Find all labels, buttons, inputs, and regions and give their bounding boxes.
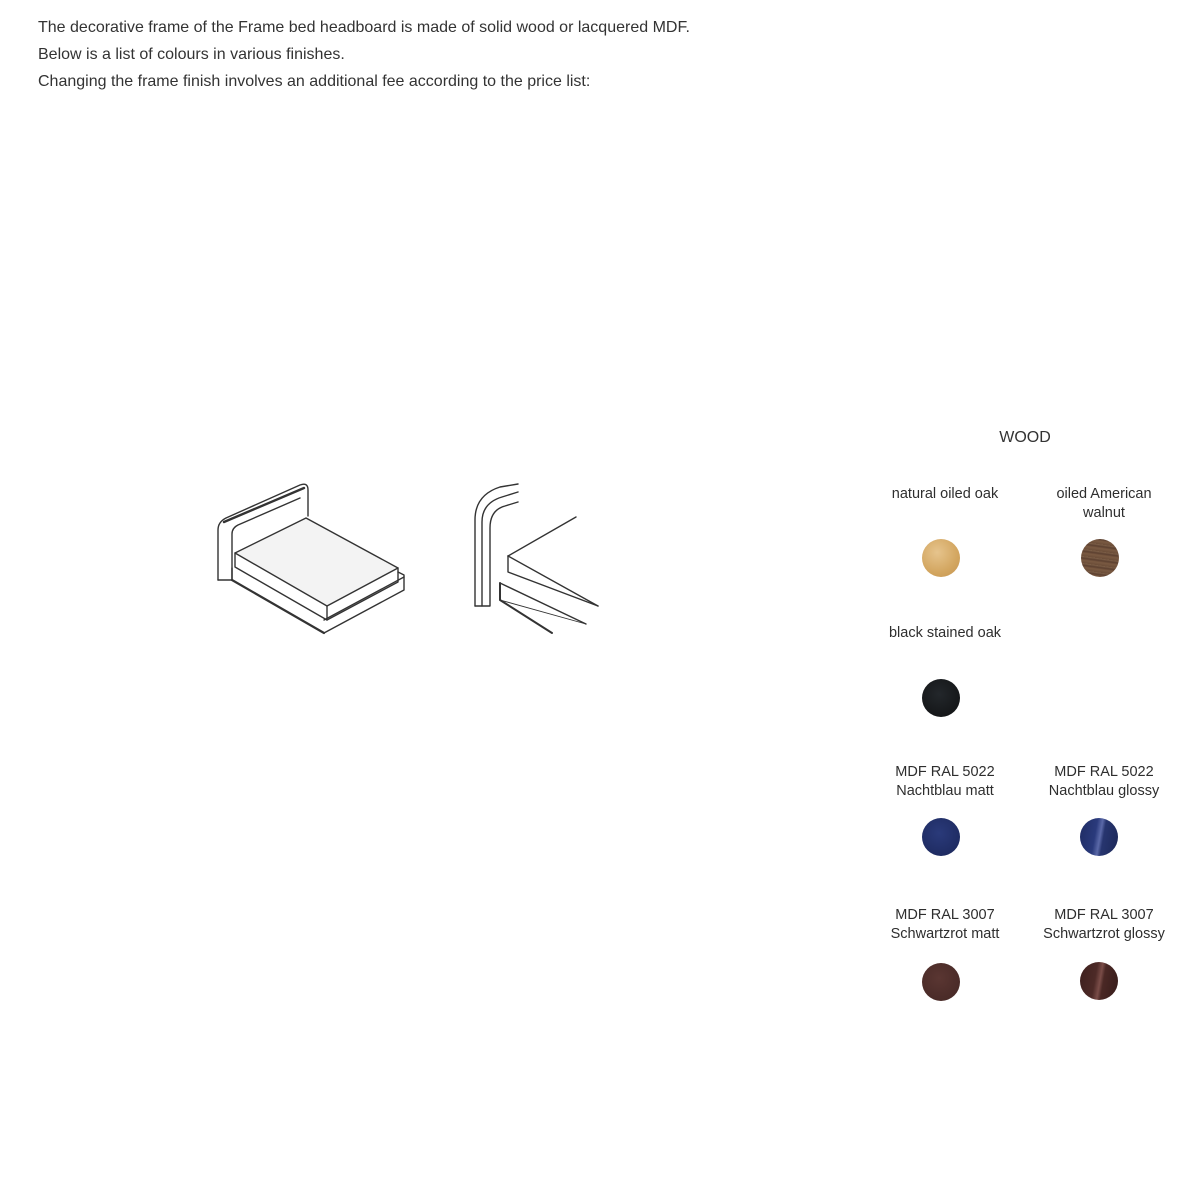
swatch-label-nachtblau-matt: MDF RAL 5022 Nachtblau matt (895, 764, 995, 799)
bed-full-view-drawing (218, 484, 404, 633)
finish-category-title: WOOD (999, 429, 1051, 446)
swatch-label-nachtblau-glossy: MDF RAL 5022 Nachtblau glossy (1048, 764, 1160, 799)
schwartzrot-matt-swatch-icon[interactable] (922, 963, 960, 1001)
swatch-label-black-stained-oak: black stained oak (888, 625, 1002, 641)
bed-headboard-detail-drawing (475, 484, 598, 633)
swatch-label-schwartzrot-glossy: MDF RAL 3007 Schwartzrot glossy (1043, 907, 1165, 942)
oak-swatch-icon[interactable] (922, 539, 960, 577)
nachtblau-glossy-swatch-icon[interactable] (1080, 818, 1118, 856)
walnut-swatch-icon[interactable] (1081, 539, 1119, 577)
intro-line-3: Changing the frame finish involves an additional fee according to the price list: (38, 73, 591, 90)
swatch-label-oiled-american-walnut: oiled American walnut (1056, 486, 1152, 521)
schwartzrot-glossy-swatch-icon[interactable] (1080, 962, 1118, 1000)
swatch-label-schwartzrot-matt: MDF RAL 3007 Schwartzrot matt (890, 907, 1000, 942)
nachtblau-matt-swatch-icon[interactable] (922, 818, 960, 856)
intro-line-1: The decorative frame of the Frame bed headboard is made of solid wood or lacquered MDF. (38, 19, 690, 36)
black-oak-swatch-icon[interactable] (922, 679, 960, 717)
intro-line-2: Below is a list of colours in various finishes. (38, 46, 345, 63)
swatch-label-natural-oiled-oak: natural oiled oak (891, 486, 999, 502)
